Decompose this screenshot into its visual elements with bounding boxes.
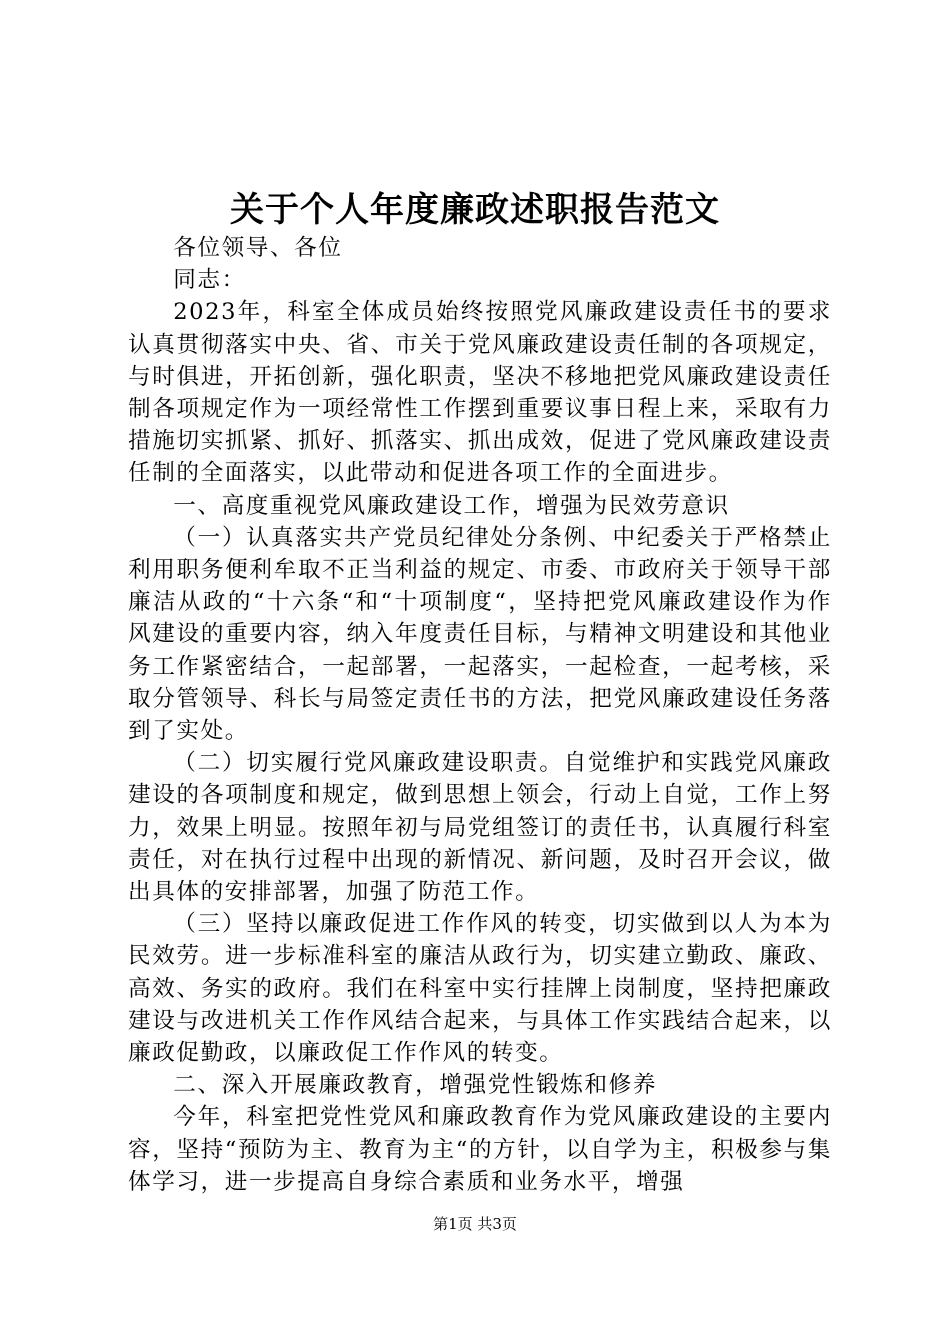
section-heading-1: 一、高度重视党风廉政建设工作，增强为民效劳意识	[173, 492, 730, 519]
subsection-paragraph-1: （一）认真落实共产党员纪律处分条例、中纪委关于严格禁止利用职务便利牟取不正当利益的规定、市委、市政府关于领导干部廉洁从政的“十六条“和“十项制度“，坚持把党风廉政建设作为作风建设的重要内容，纳入年度责任目标，与精神文明建设和其他业务工作紧密结合，一起部署，一起落实，一起检查，一起考核，采取分管领导、科长与局签定责任书的方法，把党风廉政建设任务落到了实处。	[128, 524, 832, 745]
section-heading-2: 二、深入开展廉政教育，增强党性锻炼和修养	[173, 1072, 658, 1099]
section-2-paragraph: 今年，科室把党性党风和廉政教育作为党风廉政建设的主要内容，坚持“预防为主、教育为主“的方针，以自学为主，积极参与集体学习，进一步提高自身综合素质和业务水平，增强	[128, 1104, 832, 1195]
intro-paragraph: 2023年，科室全体成员始终按照党风廉政建设责任书的要求认真贯彻落实中央、省、市关于党风廉政建设责任制的各项规定，与时俱进，开拓创新，强化职责，坚决不移地把党风廉政建设责任制各项规定作为一项经常性工作摆到重要议事日程上来，采取有力措施切实抓紧、抓好、抓落实、抓出成效，促进了党风廉政建设责任制的全面落实，以此带动和促进各项工作的全面进步。	[128, 299, 832, 487]
salutation-line-2: 同志：	[173, 267, 246, 294]
document-body	[128, 232, 832, 1198]
page-number-footer: 第1页 共3页	[433, 1215, 517, 1233]
document-title: 关于个人年度廉政述职报告范文	[230, 190, 720, 230]
subsection-paragraph-2: （二）切实履行党风廉政建设职责。自觉维护和实践党风廉政建设的各项制度和规定，做到思想上领会，行动上自觉，工作上努力，效果上明显。按照年初与局党组签订的责任书，认真履行科室责任，对在执行过程中出现的新情况、新问题，及时召开会议，做出具体的安排部署，加强了防范工作。	[128, 750, 832, 906]
subsection-paragraph-3: （三）坚持以廉政促进工作作风的转变，切实做到以人为本为民效劳。进一步标准科室的廉洁从政行为，切实建立勤政、廉政、高效、务实的政府。我们在科室中实行挂牌上岗制度，坚持把廉政建设与改进机关工作作风结合起来，与具体工作实践结合起来，以廉政促勤政，以廉政促工作作风的转变。	[128, 911, 832, 1067]
salutation-line-1: 各位领导、各位	[173, 235, 343, 261]
